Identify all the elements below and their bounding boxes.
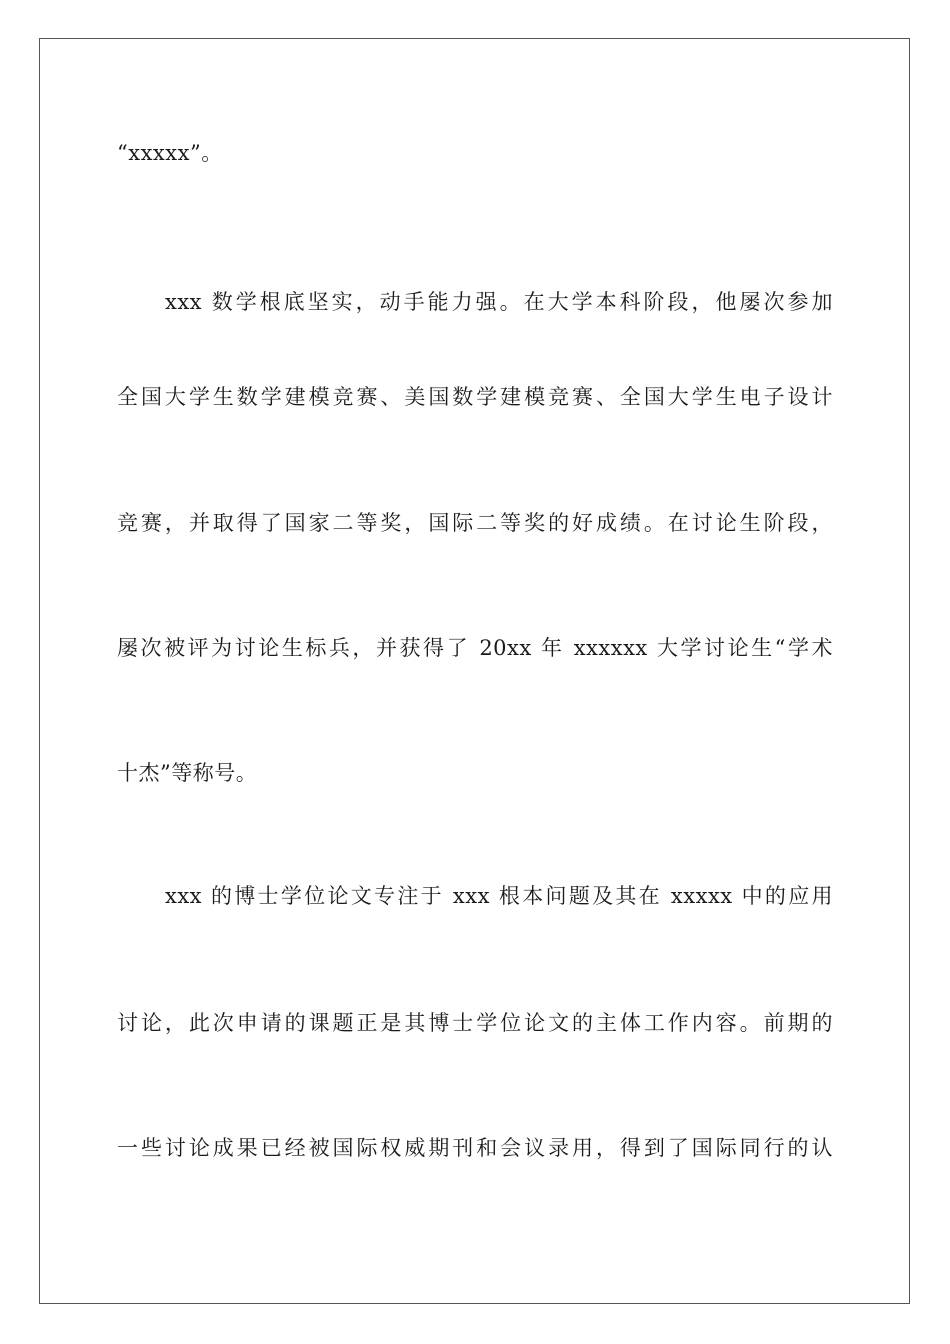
paragraph-1-line-1: xxx 数学根底坚实，动手能力强。在大学本科阶段，他屡次参加 <box>165 290 833 314</box>
page-border <box>39 38 910 1304</box>
paragraph-2-line-1: xxx 的博士学位论文专注于 xxx 根本问题及其在 xxxxx 中的应用 <box>165 884 833 908</box>
paragraph-1-line-2: 全国大学生数学建模竞赛、美国数学建模竞赛、全国大学生电子设计 <box>117 385 833 409</box>
paragraph-1-line-5: 十杰”等称号。 <box>117 761 258 785</box>
text-line-1: “xxxxx”。 <box>117 141 223 165</box>
paragraph-2-line-3: 一些讨论成果已经被国际权威期刊和会议录用，得到了国际同行的认 <box>117 1136 833 1160</box>
paragraph-1-line-4: 屡次被评为讨论生标兵，并获得了 20xx 年 xxxxxx 大学讨论生“学术 <box>117 636 833 660</box>
paragraph-1-line-3: 竞赛，并取得了国家二等奖，国际二等奖的好成绩。在讨论生阶段， <box>117 511 833 535</box>
paragraph-2-line-2: 讨论，此次申请的课题正是其博士学位论文的主体工作内容。前期的 <box>117 1011 833 1035</box>
